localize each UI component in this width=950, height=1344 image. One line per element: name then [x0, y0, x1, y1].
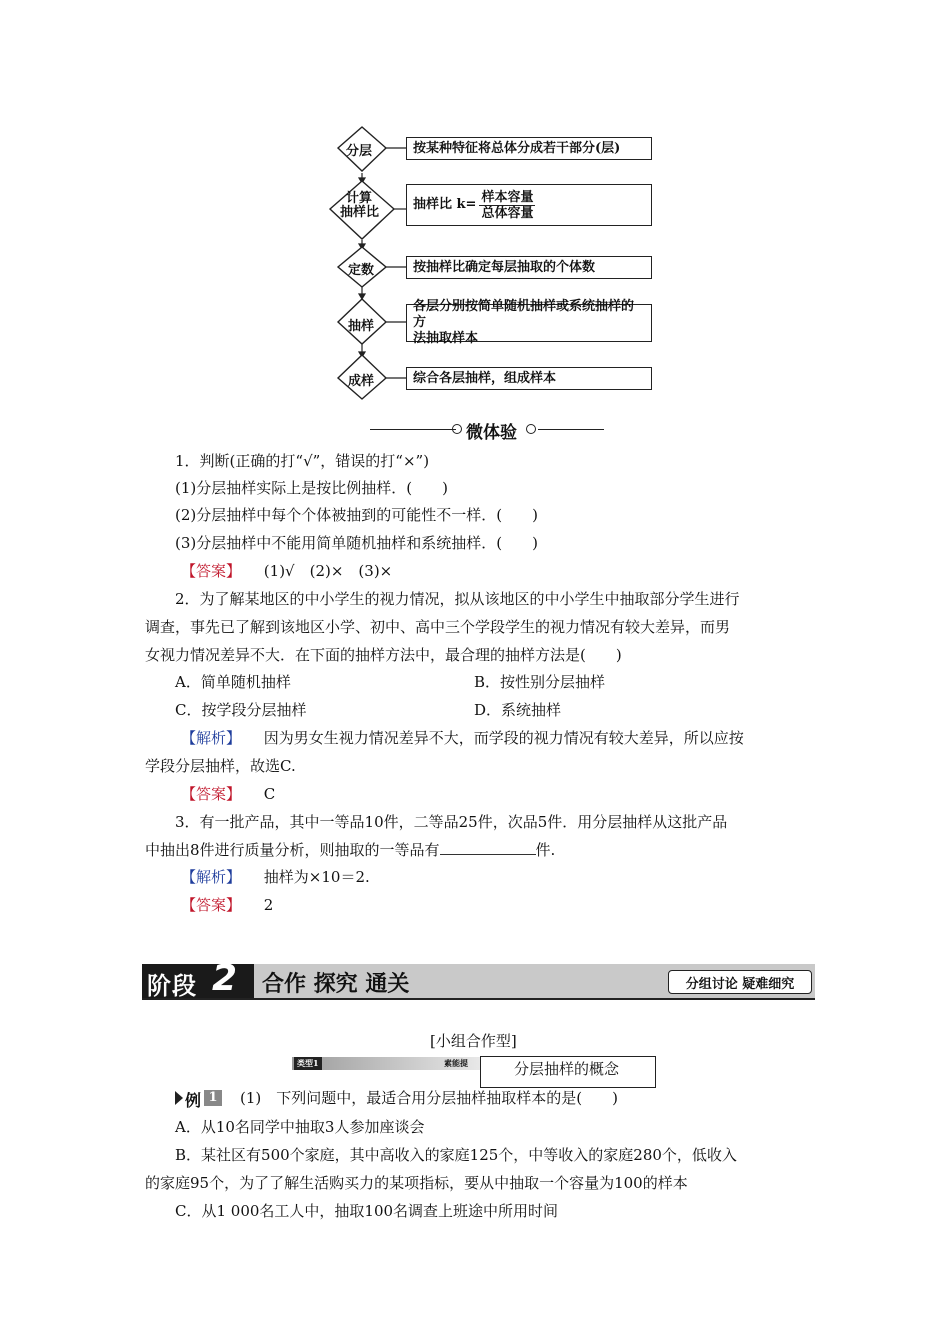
topic-title: 分层抽样的概念	[514, 1060, 620, 1078]
fraction-numerator: 样本容量	[481, 189, 534, 205]
example-option-b-line1: B．某社区有500个家庭，其中高收入的家庭125个，中等收入的家庭280个，低收入	[175, 1146, 737, 1164]
q1-item-3: (3)分层抽样中不能用简单随机抽样和系统抽样．( )	[175, 534, 538, 552]
q3-line-1: 3．有一批产品，其中一等品10件，二等品25件，次品5件．用分层抽样从这批产品	[175, 813, 728, 831]
sampling-ratio-fraction	[479, 190, 535, 221]
q2-option-d: D．系统抽样	[474, 701, 562, 719]
step-box-1-text: 按某种特征将总体分成若干部分(层)	[413, 140, 621, 156]
heading-circle-right	[526, 424, 536, 434]
stage-number: 2	[212, 958, 238, 999]
q1-answer-row	[181, 561, 392, 581]
diamond-label-1: 分层	[346, 144, 373, 159]
analysis-tag: 【解析】	[181, 729, 242, 747]
step-box-3	[406, 256, 652, 279]
q2-option-c: C．按学段分层抽样	[175, 701, 307, 719]
diamond-label-5: 成样	[348, 374, 375, 389]
q3-answer-blank	[440, 840, 536, 855]
q3-line-2	[145, 840, 555, 860]
example-number: 1	[204, 1090, 222, 1106]
q2-line-3: 女视力情况差异不大．在下面的抽样方法中，最合理的抽样方法是( )	[145, 646, 622, 664]
answer-tag: 【答案】	[181, 785, 242, 803]
group-type-bracket: [小组合作型]	[430, 1032, 517, 1050]
diamond-label-3: 定数	[348, 263, 375, 278]
stage-badge	[668, 970, 812, 994]
example-arrow-icon	[175, 1088, 185, 1108]
q2-analysis-line2: 学段分层抽样，故选C.	[145, 757, 296, 775]
example-tag	[175, 1088, 225, 1108]
q3-answer: 2	[263, 896, 274, 914]
step-box-2	[406, 184, 652, 226]
q3-line-2-start: 中抽出8件进行质量分析，则抽取的一等品有	[145, 841, 440, 859]
q2-answer-row	[181, 784, 275, 804]
diamond-label-2b: 抽样比	[340, 205, 380, 220]
q2-line-1: 2．为了解某地区的中小学生的视力情况，拟从该地区的中小学生中抽取部分学生进行	[175, 590, 740, 608]
q3-analysis: 抽样为×10＝2.	[263, 868, 370, 886]
sampling-ratio-label: 抽样比 k=	[413, 197, 477, 212]
diamond-label-2a: 计算	[346, 191, 373, 206]
example-option-a: A．从10名同学中抽取3人参加座谈会	[175, 1118, 425, 1136]
analysis-tag: 【解析】	[181, 868, 242, 886]
step-box-1	[406, 137, 652, 160]
heading-rule-left	[370, 429, 456, 430]
q2-option-b: B．按性别分层抽样	[474, 673, 606, 691]
example-option-c: C．从1 000名工人中，抽取100名调查上班途中所用时间	[175, 1202, 559, 1220]
q1-item-1: (1)分层抽样实际上是按比例抽样．( )	[175, 479, 448, 497]
step-box-4-line1: 各层分别按简单随机抽样或系统抽样的方	[413, 299, 635, 330]
answer-tag: 【答案】	[181, 896, 242, 914]
q3-line-2-end: 件.	[535, 841, 556, 859]
q3-analysis-row	[181, 867, 370, 887]
diamond-label-4: 抽样	[348, 319, 375, 334]
q3-answer-row	[181, 895, 273, 915]
answer-tag: 【答案】	[181, 562, 242, 580]
step-box-4-line2: 法抽取样本	[413, 331, 479, 346]
step-box-4	[406, 299, 652, 346]
fraction-denominator: 总体容量	[481, 205, 534, 221]
step-box-5	[406, 367, 652, 390]
heading-circle-left	[452, 424, 462, 434]
q2-analysis-line1: 因为男女生视力情况差异不大，而学段的视力情况有较大差异，所以应按	[263, 729, 744, 747]
q2-line-2: 调查，事先已了解到该地区小学、初中、高中三个学段学生的视力情况有较大差异，而男	[145, 618, 731, 636]
q1-item-2: (2)分层抽样中每个个体被抽到的可能性不一样．( )	[175, 506, 538, 524]
stage-badge-text: 分组讨论 疑难细究	[685, 976, 795, 992]
type-label: 类型1	[294, 1057, 322, 1070]
heading-rule-right	[538, 429, 604, 430]
section-title: 微体验	[466, 423, 517, 443]
type-right-label: 素能提	[444, 1058, 468, 1068]
example-question: (1) 下列问题中，最适合用分层抽样抽取样本的是( )	[240, 1089, 618, 1107]
example-option-b-line2: 的家庭95个，为了了解生活购买力的某项指标，要从中抽取一个容量为100的样本	[145, 1174, 688, 1192]
q1-answer: (1)√ (2)× (3)×	[263, 562, 393, 580]
q2-analysis-row	[181, 728, 744, 748]
step-box-5-text: 综合各层抽样，组成样本	[413, 370, 557, 386]
q2-answer: C	[263, 785, 276, 803]
stage-title: 合作 探究 通关	[262, 972, 410, 997]
q2-option-a: A．简单随机抽样	[175, 673, 291, 691]
example-label: 例	[185, 1091, 202, 1110]
step-box-3-text: 按抽样比确定每层抽取的个体数	[413, 259, 596, 275]
stage-label: 阶段	[147, 972, 197, 1000]
q1-title: 1．判断(正确的打“√”，错误的打“×”)	[175, 452, 430, 470]
